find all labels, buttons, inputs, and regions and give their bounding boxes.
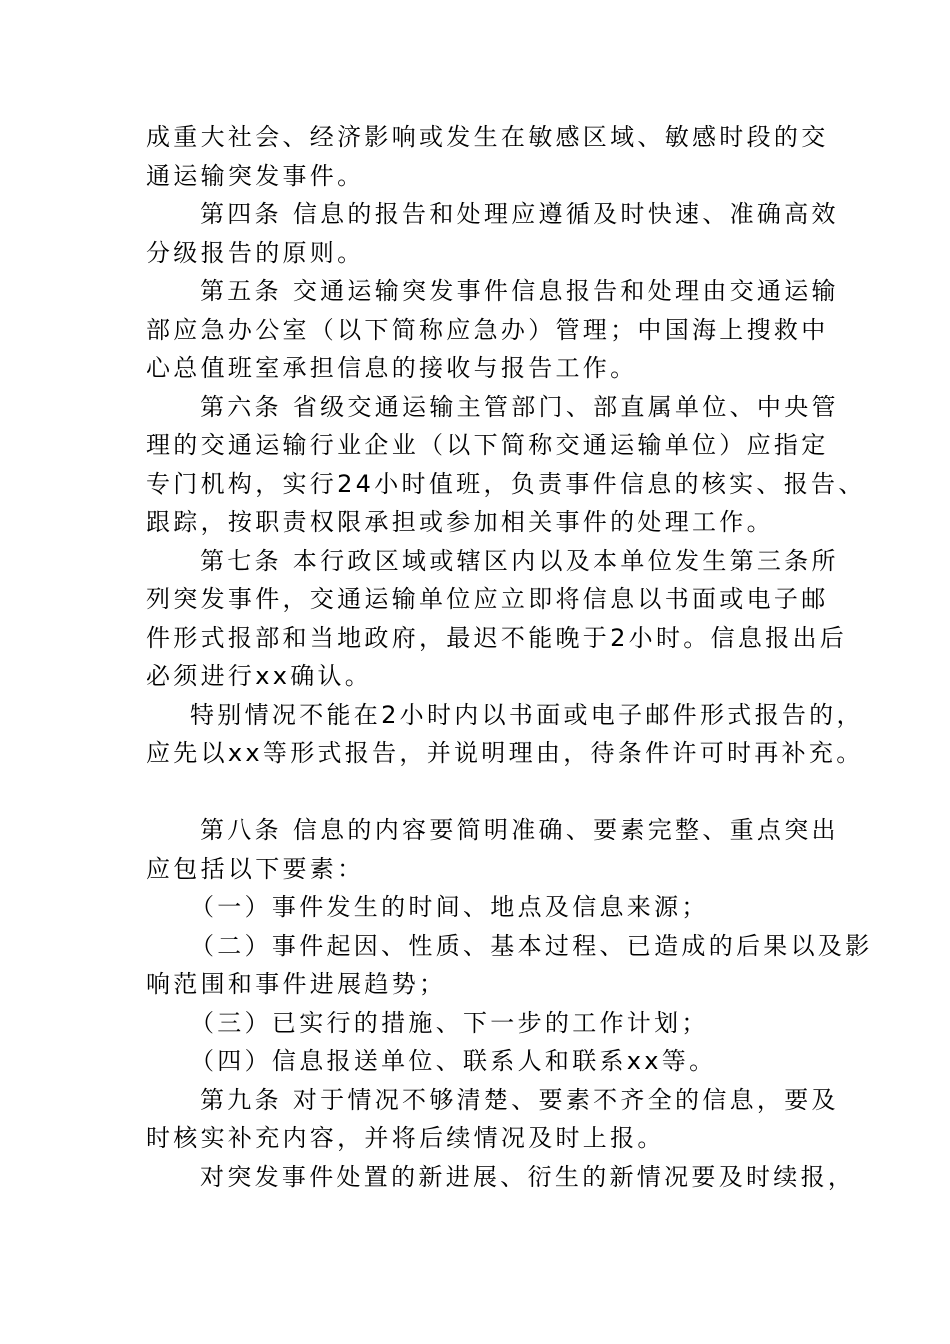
text-line: 成重大社会、经济影响或发生在敏感区域、敏感时段的交 <box>146 123 829 151</box>
article-4-line: 第四条 信息的报告和处理应遵循及时快速、准确高效 <box>200 200 839 228</box>
text-line: 理的交通运输行业企业（以下简称交通运输单位）应指定 <box>146 431 829 459</box>
article-9-line: 第九条 对于情况不够清楚、要素不齐全的信息，要及 <box>200 1085 839 1114</box>
text-line: 列突发事件，交通运输单位应立即将信息以书面或电子邮 <box>146 585 829 613</box>
article-8-line: 第八条 信息的内容要简明准确、要素完整、重点突出 <box>200 816 839 844</box>
text-line: 时核实补充内容，并将后续情况及时上报。 <box>146 1124 665 1152</box>
follow-up-line: 对突发事件处置的新进展、衍生的新情况要及时续报， <box>200 1162 856 1191</box>
text-line: 通运输突发事件。 <box>146 161 365 190</box>
article-7-line: 第七条 本行政区域或辖区内以及本单位发生第三条所 <box>200 546 839 575</box>
text-line: 应包括以下要素： <box>146 854 365 883</box>
text-line: 应先以xx等形式报告，并说明理由，待条件许可时再补充。 <box>146 739 864 767</box>
text-line: 分级报告的原则。 <box>146 238 365 267</box>
text-line: 件形式报部和当地政府，最迟不能晚于2小时。信息报出后 <box>146 623 848 652</box>
special-case-line: 特别情况不能在2小时内以书面或电子邮件形式报告的， <box>190 700 864 729</box>
list-item-1: （一）事件发生的时间、地点及信息来源； <box>190 893 709 921</box>
article-6-line: 第六条 省级交通运输主管部门、部直属单位、中央管 <box>200 392 839 421</box>
article-5-line: 第五条 交通运输突发事件信息报告和处理由交通运输 <box>200 277 839 305</box>
text-line: 心总值班室承担信息的接收与报告工作。 <box>146 354 638 382</box>
text-line: 部应急办公室（以下简称应急办）管理；中国海上搜救中 <box>146 315 829 344</box>
list-item-4: （四）信息报送单位、联系人和联系xx等。 <box>190 1047 717 1075</box>
text-line: 响范围和事件进展趋势； <box>146 970 447 998</box>
paragraph-gap <box>146 773 816 812</box>
document-body <box>146 118 873 1196</box>
list-item-2: （二）事件起因、性质、基本过程、已造成的后果以及影 <box>190 931 873 960</box>
list-item-3: （三）已实行的措施、下一步的工作计划； <box>190 1008 709 1037</box>
text-line: 必须进行xx确认。 <box>146 662 373 690</box>
text-line: 跟踪，按职责权限承担或参加相关事件的处理工作。 <box>146 508 774 536</box>
text-line: 专门机构，实行24小时值班，负责事件信息的核实、报告、 <box>146 469 866 498</box>
